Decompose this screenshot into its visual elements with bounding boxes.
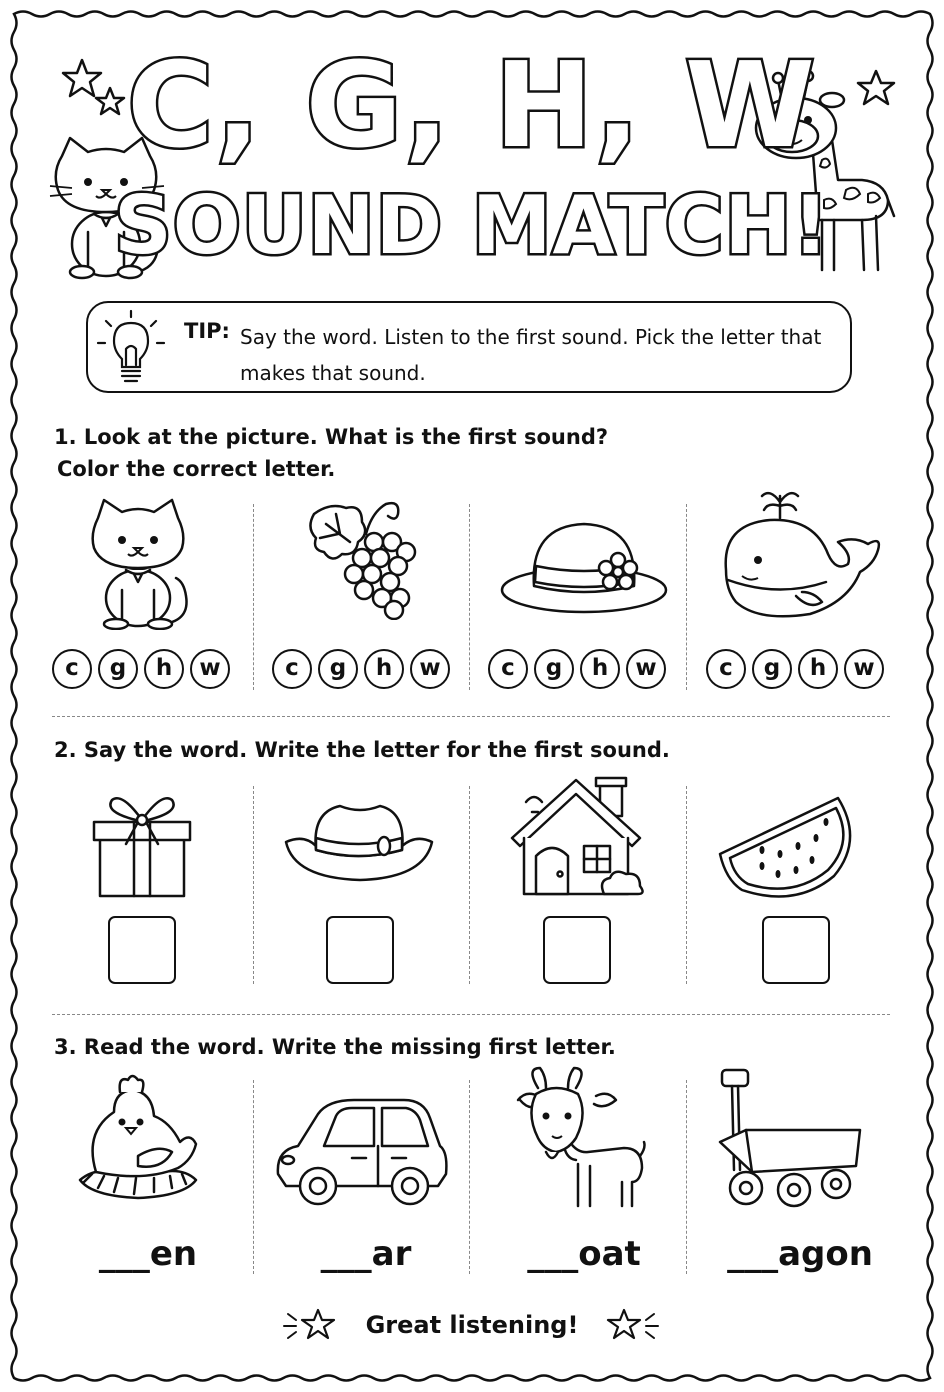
- hat-picture: [284, 800, 434, 882]
- letter-choice-w[interactable]: w: [410, 649, 450, 689]
- goat-picture: [516, 1064, 648, 1212]
- letter-choice-g[interactable]: g: [752, 649, 792, 689]
- column-divider: [686, 504, 687, 690]
- hen-picture: [74, 1072, 202, 1204]
- column-divider: [253, 1080, 254, 1274]
- section1-instruction-line2: Color the correct letter.: [57, 457, 336, 481]
- letter-choice-c[interactable]: c: [488, 649, 528, 689]
- star-icon: [604, 1304, 660, 1348]
- whale-picture: [718, 484, 884, 624]
- answer-box-1[interactable]: [108, 916, 176, 984]
- word-blank-1[interactable]: ___en: [98, 1234, 198, 1274]
- lightbulb-icon: [96, 309, 166, 389]
- grapes-picture: [306, 494, 418, 620]
- letter-choice-h[interactable]: h: [364, 649, 404, 689]
- word-blank-3[interactable]: ___oat: [527, 1234, 641, 1274]
- answer-box-4[interactable]: [762, 916, 830, 984]
- column-divider: [469, 504, 470, 690]
- letter-choice-h[interactable]: h: [798, 649, 838, 689]
- section-divider: [52, 716, 890, 717]
- letter-choice-w[interactable]: w: [626, 649, 666, 689]
- footer-message: Great listening!: [365, 1311, 579, 1339]
- letter-choice-w[interactable]: w: [844, 649, 884, 689]
- tip-label: TIP:: [184, 319, 230, 343]
- letter-choice-c[interactable]: c: [272, 649, 312, 689]
- answer-box-2[interactable]: [326, 916, 394, 984]
- column-divider: [469, 1080, 470, 1274]
- section3-instruction: 3. Read the word. Write the missing first letter.: [54, 1035, 616, 1059]
- car-picture: [274, 1092, 450, 1210]
- hat-picture: [500, 512, 668, 616]
- gift-picture: [92, 790, 192, 900]
- word-blank-4[interactable]: ___agon: [727, 1234, 873, 1274]
- word-blank-2[interactable]: ___ar: [320, 1234, 412, 1274]
- letter-choice-h[interactable]: h: [144, 649, 184, 689]
- cat-picture: [86, 494, 192, 630]
- column-divider: [253, 786, 254, 984]
- page-title: C, G, H, W: [126, 36, 818, 174]
- letter-choice-h[interactable]: h: [580, 649, 620, 689]
- letter-choice-c[interactable]: c: [706, 649, 746, 689]
- column-divider: [469, 786, 470, 984]
- column-divider: [686, 786, 687, 984]
- watermelon-picture: [718, 796, 858, 904]
- letter-choice-w[interactable]: w: [190, 649, 230, 689]
- letter-choice-g[interactable]: g: [534, 649, 574, 689]
- answer-box-3[interactable]: [543, 916, 611, 984]
- column-divider: [686, 1080, 687, 1274]
- section1-instruction: 1. Look at the picture. What is the first sound?: [54, 425, 609, 449]
- letter-choice-g[interactable]: g: [98, 649, 138, 689]
- letter-choice-g[interactable]: g: [318, 649, 358, 689]
- house-picture: [508, 776, 648, 898]
- tip-text: Say the word. Listen to the first sound. Pick the letter that makes that sound.: [240, 325, 822, 385]
- section2-instruction: 2. Say the word. Write the letter for the first sound.: [54, 738, 670, 762]
- column-divider: [253, 504, 254, 690]
- page-subtitle: SOUND MATCH!: [114, 179, 830, 272]
- wagon-picture: [712, 1066, 864, 1214]
- section-divider: [52, 1014, 890, 1015]
- tip-box: [86, 301, 852, 393]
- letter-choice-c[interactable]: c: [52, 649, 92, 689]
